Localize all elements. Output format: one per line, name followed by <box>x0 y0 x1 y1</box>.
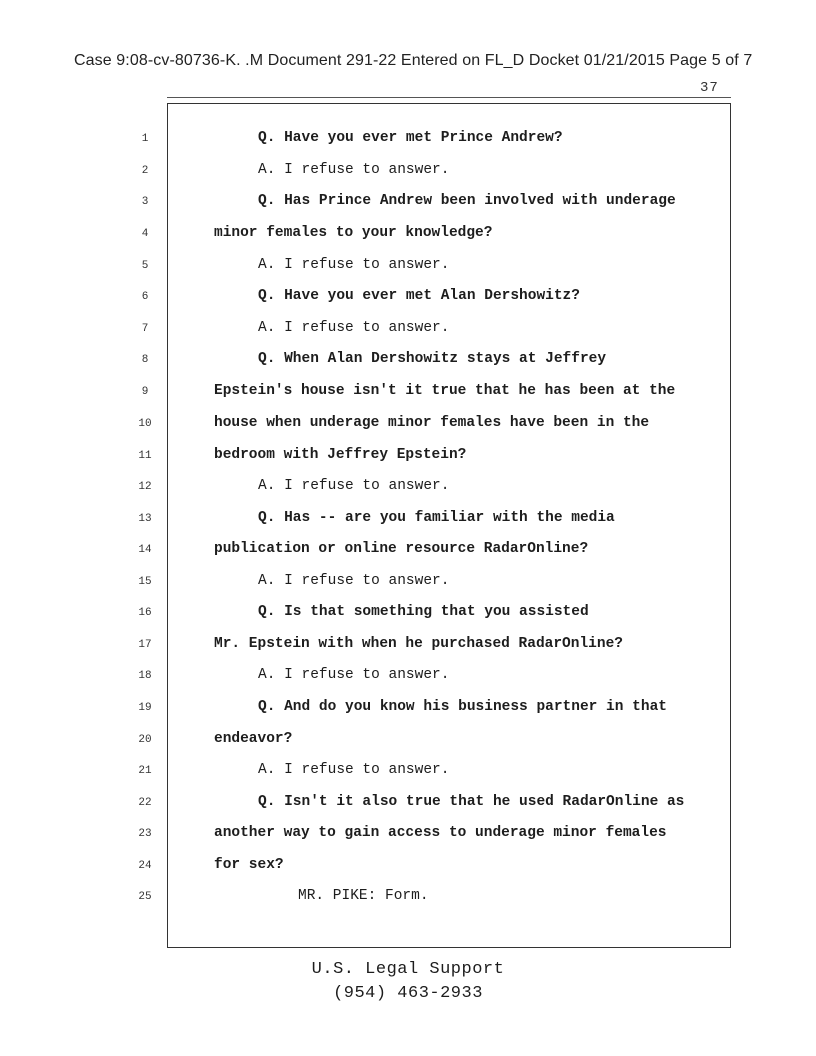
answer-text: A. I refuse to answer. <box>258 573 450 589</box>
question-text: Q. Is that something that you assisted <box>258 604 589 620</box>
line-number: 10 <box>138 418 152 430</box>
case-header: Case 9:08-cv-80736-K. .M Document 291-22 Entered on FL_D Docket 01/21/2015 Page 5 of 7 <box>74 52 753 69</box>
transcript-line <box>0 857 816 879</box>
answer-text: A. I refuse to answer. <box>258 320 450 336</box>
transcript-line <box>0 510 816 532</box>
line-number: 9 <box>141 386 149 398</box>
line-number: 4 <box>141 228 149 240</box>
question-text: Q. Has -- are you familiar with the media <box>258 510 615 526</box>
question-text: Q. And do you know his business partner in that <box>258 699 667 715</box>
question-text: Q. Has Prince Andrew been involved with underage <box>258 193 676 209</box>
transcript-line <box>0 288 816 310</box>
line-number: 13 <box>138 513 152 525</box>
line-number: 25 <box>138 891 152 903</box>
line-number: 22 <box>138 797 152 809</box>
transcript-line <box>0 573 816 595</box>
transcript-line <box>0 130 816 152</box>
line-number: 20 <box>138 734 152 746</box>
answer-text: A. I refuse to answer. <box>258 762 450 778</box>
answer-text: A. I refuse to answer. <box>258 162 450 178</box>
transcript-line <box>0 699 816 721</box>
question-text: publication or online resource RadarOnline? <box>214 541 589 557</box>
question-text: house when underage minor females have been in the <box>214 415 650 431</box>
question-text: minor females to your knowledge? <box>214 225 493 241</box>
answer-text: A. I refuse to answer. <box>258 667 450 683</box>
question-text: for sex? <box>214 857 284 873</box>
transcript-line <box>0 888 816 910</box>
transcript-line <box>0 320 816 342</box>
answer-text: A. I refuse to answer. <box>258 257 450 273</box>
line-number: 7 <box>141 323 149 335</box>
frame-top-rule <box>167 97 731 98</box>
line-number: 12 <box>138 481 152 493</box>
line-number: 19 <box>138 702 152 714</box>
line-number: 1 <box>141 133 149 145</box>
transcript-page-number: 37 <box>700 80 719 96</box>
question-text: endeavor? <box>214 731 293 747</box>
footer-company: U.S. Legal Support <box>311 960 505 979</box>
line-number: 8 <box>141 354 149 366</box>
question-text: another way to gain access to underage minor females <box>214 825 667 841</box>
line-number: 17 <box>138 639 152 651</box>
line-number: 18 <box>138 670 152 682</box>
transcript-line <box>0 604 816 626</box>
transcript-line <box>0 762 816 784</box>
transcript-line <box>0 667 816 689</box>
line-number: 11 <box>138 450 152 462</box>
line-number: 5 <box>141 260 149 272</box>
transcript-line <box>0 415 816 437</box>
line-number: 24 <box>138 860 152 872</box>
transcript-line <box>0 162 816 184</box>
transcript-line <box>0 383 816 405</box>
question-text: Q. Isn't it also true that he used RadarOnline as <box>258 794 685 810</box>
question-text: Q. When Alan Dershowitz stays at Jeffrey <box>258 351 607 367</box>
transcript-line <box>0 193 816 215</box>
question-text: Mr. Epstein with when he purchased RadarOnline? <box>214 636 623 652</box>
question-text: Q. Have you ever met Prince Andrew? <box>258 130 563 146</box>
line-number: 21 <box>138 765 152 777</box>
speaker-text: MR. PIKE: Form. <box>298 888 429 904</box>
line-number: 6 <box>141 291 149 303</box>
transcript-line <box>0 257 816 279</box>
transcript-line <box>0 225 816 247</box>
transcript-line <box>0 541 816 563</box>
transcript-line <box>0 825 816 847</box>
question-text: Epstein's house isn't it true that he has been at the <box>214 383 676 399</box>
transcript-line <box>0 478 816 500</box>
line-number: 16 <box>138 607 152 619</box>
line-number: 15 <box>138 576 152 588</box>
question-text: Q. Have you ever met Alan Dershowitz? <box>258 288 580 304</box>
question-text: bedroom with Jeffrey Epstein? <box>214 447 467 463</box>
transcript-line <box>0 794 816 816</box>
transcript-line <box>0 351 816 373</box>
answer-text: A. I refuse to answer. <box>258 478 450 494</box>
transcript-line <box>0 636 816 658</box>
line-number: 2 <box>141 165 149 177</box>
line-number: 14 <box>138 544 152 556</box>
line-number: 3 <box>141 196 149 208</box>
transcript-line <box>0 731 816 753</box>
footer-phone: (954) 463-2933 <box>333 984 483 1003</box>
transcript-line <box>0 447 816 469</box>
line-number: 23 <box>138 828 152 840</box>
